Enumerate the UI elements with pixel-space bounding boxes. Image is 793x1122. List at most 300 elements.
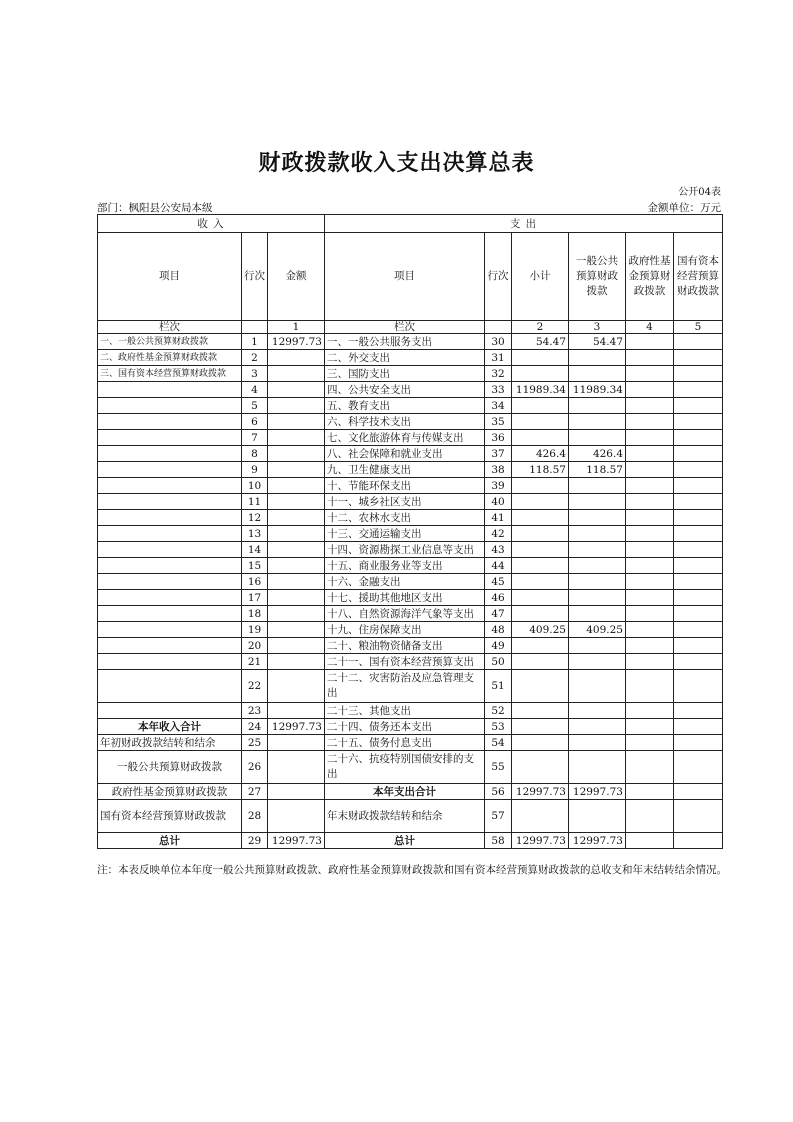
table-row — [98, 558, 723, 574]
income-line: 16 — [242, 574, 268, 590]
expense-line: 53 — [485, 719, 512, 735]
expense-state — [674, 526, 723, 542]
expense-state — [674, 462, 723, 478]
expense-item: 三、国防支出 — [325, 366, 485, 382]
expense-item: 十九、住房保障支出 — [325, 622, 485, 638]
income-item — [98, 462, 242, 478]
income-line: 12 — [242, 510, 268, 526]
expense-item: 八、社会保障和就业支出 — [325, 446, 485, 462]
income-amount — [268, 751, 325, 784]
expense-item: 九、卫生健康支出 — [325, 462, 485, 478]
income-item — [98, 478, 242, 494]
expense-state — [674, 751, 723, 784]
income-amount — [268, 446, 325, 462]
income-line: 21 — [242, 654, 268, 670]
expense-state — [674, 606, 723, 622]
expense-line: 58 — [485, 833, 512, 849]
income-line: 18 — [242, 606, 268, 622]
expense-item: 总计 — [325, 833, 485, 849]
expense-fund — [626, 414, 674, 430]
col-header-general: 一般公共预算财政拨款 — [569, 233, 626, 321]
expense-line: 40 — [485, 494, 512, 510]
expense-line: 52 — [485, 703, 512, 719]
table-row — [98, 800, 723, 833]
expense-subtotal — [512, 719, 569, 735]
expense-item: 十、节能环保支出 — [325, 478, 485, 494]
income-item: 一般公共预算财政拨款 — [98, 751, 242, 784]
expense-line: 31 — [485, 350, 512, 366]
expense-line: 51 — [485, 670, 512, 703]
table-row — [98, 382, 723, 398]
expense-fund — [626, 350, 674, 366]
expense-subtotal — [512, 430, 569, 446]
table-row — [98, 494, 723, 510]
income-amount — [268, 494, 325, 510]
expense-state — [674, 654, 723, 670]
income-line: 2 — [242, 350, 268, 366]
expense-general — [569, 430, 626, 446]
expense-general — [569, 703, 626, 719]
expense-item: 十七、援助其他地区支出 — [325, 590, 485, 606]
income-line: 6 — [242, 414, 268, 430]
income-item: 政府性基金预算财政拨款 — [98, 784, 242, 800]
expense-state — [674, 382, 723, 398]
expense-fund — [626, 606, 674, 622]
expense-general: 54.47 — [569, 334, 626, 350]
expense-fund — [626, 398, 674, 414]
expense-fund — [626, 719, 674, 735]
table-row — [98, 654, 723, 670]
expense-subtotal — [512, 670, 569, 703]
expense-line: 30 — [485, 334, 512, 350]
expense-line: 46 — [485, 590, 512, 606]
expense-state — [674, 430, 723, 446]
expense-state — [674, 350, 723, 366]
income-line: 1 — [242, 334, 268, 350]
expense-general — [569, 398, 626, 414]
expense-subtotal — [512, 735, 569, 751]
department-label: 部门：枫阳县公安局本级 — [97, 202, 213, 214]
expense-item: 二十四、债务还本支出 — [325, 719, 485, 735]
expense-item: 七、文化旅游体育与传媒支出 — [325, 430, 485, 446]
income-amount — [268, 703, 325, 719]
expense-fund — [626, 654, 674, 670]
header-row-sections — [98, 215, 723, 233]
expense-subtotal: 118.57 — [512, 462, 569, 478]
expense-line: 37 — [485, 446, 512, 462]
expense-fund — [626, 784, 674, 800]
income-amount — [268, 382, 325, 398]
expense-subtotal — [512, 494, 569, 510]
income-amount — [268, 542, 325, 558]
income-item — [98, 638, 242, 654]
income-amount — [268, 350, 325, 366]
income-amount — [268, 622, 325, 638]
income-amount — [268, 654, 325, 670]
expense-line: 33 — [485, 382, 512, 398]
income-item — [98, 622, 242, 638]
expense-state — [674, 670, 723, 703]
col-header-line: 行次 — [242, 233, 268, 321]
expense-item: 十四、资源勘探工业信息等支出 — [325, 542, 485, 558]
expense-subtotal — [512, 510, 569, 526]
col-header-fund: 政府性基金预算财政拨款 — [626, 233, 674, 321]
table-row — [98, 735, 723, 751]
expense-subtotal: 12997.73 — [512, 784, 569, 800]
income-line: 23 — [242, 703, 268, 719]
expense-state — [674, 638, 723, 654]
col-num-3: 3 — [569, 321, 626, 334]
income-amount — [268, 606, 325, 622]
col-num-blank-2 — [485, 321, 512, 334]
expense-item: 十一、城乡社区支出 — [325, 494, 485, 510]
expense-fund — [626, 751, 674, 784]
expense-general: 12997.73 — [569, 784, 626, 800]
income-item — [98, 606, 242, 622]
expense-item: 二、外交支出 — [325, 350, 485, 366]
col-header-line2: 行次 — [485, 233, 512, 321]
income-line: 8 — [242, 446, 268, 462]
table-row — [98, 526, 723, 542]
col-header-item2: 项目 — [325, 233, 485, 321]
budget-table — [97, 214, 723, 849]
expense-fund — [626, 670, 674, 703]
income-line: 29 — [242, 833, 268, 849]
income-amount — [268, 510, 325, 526]
expense-state — [674, 719, 723, 735]
expense-line: 56 — [485, 784, 512, 800]
income-item — [98, 574, 242, 590]
expense-fund — [626, 558, 674, 574]
expense-subtotal — [512, 366, 569, 382]
expense-fund — [626, 703, 674, 719]
income-line: 20 — [242, 638, 268, 654]
income-amount — [268, 735, 325, 751]
income-line: 22 — [242, 670, 268, 703]
expense-general — [569, 606, 626, 622]
expense-fund — [626, 590, 674, 606]
income-item — [98, 446, 242, 462]
income-amount — [268, 670, 325, 703]
expense-item: 年末财政拨款结转和结余 — [325, 800, 485, 833]
income-item — [98, 558, 242, 574]
income-line: 7 — [242, 430, 268, 446]
expense-general — [569, 735, 626, 751]
expense-line: 42 — [485, 526, 512, 542]
expense-general — [569, 638, 626, 654]
expense-fund — [626, 478, 674, 494]
income-line: 19 — [242, 622, 268, 638]
expense-general — [569, 654, 626, 670]
expense-subtotal — [512, 350, 569, 366]
income-item — [98, 494, 242, 510]
expense-line: 54 — [485, 735, 512, 751]
income-item — [98, 526, 242, 542]
expense-line: 41 — [485, 510, 512, 526]
expense-fund — [626, 735, 674, 751]
expense-state — [674, 446, 723, 462]
col-header-state: 国有资本经营预算财政拨款 — [674, 233, 723, 321]
income-amount — [268, 478, 325, 494]
expense-line: 57 — [485, 800, 512, 833]
expense-subtotal: 426.4 — [512, 446, 569, 462]
table-row — [98, 751, 723, 784]
table-row — [98, 398, 723, 414]
expense-general — [569, 590, 626, 606]
expense-general — [569, 526, 626, 542]
table-row — [98, 784, 723, 800]
expense-general — [569, 800, 626, 833]
expense-line: 32 — [485, 366, 512, 382]
col-num-4: 4 — [626, 321, 674, 334]
col-header-item: 项目 — [98, 233, 242, 321]
table-row — [98, 622, 723, 638]
expense-line: 47 — [485, 606, 512, 622]
table-row — [98, 414, 723, 430]
expense-subtotal: 54.47 — [512, 334, 569, 350]
expense-subtotal — [512, 638, 569, 654]
income-header: 收 入 — [98, 215, 325, 233]
expense-general — [569, 494, 626, 510]
expense-general: 426.4 — [569, 446, 626, 462]
col-num-2: 2 — [512, 321, 569, 334]
expense-state — [674, 558, 723, 574]
income-item: 总计 — [98, 833, 242, 849]
income-item — [98, 414, 242, 430]
income-item — [98, 542, 242, 558]
income-amount: 12997.73 — [268, 833, 325, 849]
table-row — [98, 590, 723, 606]
expense-fund — [626, 526, 674, 542]
expense-state — [674, 574, 723, 590]
income-amount — [268, 430, 325, 446]
expense-line: 38 — [485, 462, 512, 478]
expense-fund — [626, 366, 674, 382]
page-title: 财政拨款收入支出决算总表 — [258, 150, 535, 176]
expense-general — [569, 366, 626, 382]
expense-item: 六、科学技术支出 — [325, 414, 485, 430]
expense-item: 本年支出合计 — [325, 784, 485, 800]
table-row — [98, 366, 723, 382]
income-amount — [268, 366, 325, 382]
expense-header: 支 出 — [325, 215, 723, 233]
expense-general: 11989.34 — [569, 382, 626, 398]
income-item — [98, 590, 242, 606]
table-row — [98, 670, 723, 703]
expense-state — [674, 542, 723, 558]
table-row — [98, 350, 723, 366]
expense-general — [569, 670, 626, 703]
expense-item: 二十五、债务付息支出 — [325, 735, 485, 751]
expense-subtotal: 409.25 — [512, 622, 569, 638]
expense-item: 二十、粮油物资储备支出 — [325, 638, 485, 654]
income-amount — [268, 414, 325, 430]
table-row — [98, 638, 723, 654]
expense-subtotal — [512, 654, 569, 670]
expense-general: 409.25 — [569, 622, 626, 638]
income-amount — [268, 462, 325, 478]
income-line: 10 — [242, 478, 268, 494]
income-amount — [268, 590, 325, 606]
table-row — [98, 542, 723, 558]
table-row — [98, 574, 723, 590]
expense-line: 39 — [485, 478, 512, 494]
col-header-subtotal: 小计 — [512, 233, 569, 321]
col-num-blank — [242, 321, 268, 334]
expense-general — [569, 478, 626, 494]
expense-subtotal — [512, 751, 569, 784]
unit-label: 金额单位：万元 — [647, 202, 721, 214]
table-row — [98, 510, 723, 526]
expense-state — [674, 366, 723, 382]
expense-fund — [626, 638, 674, 654]
income-amount — [268, 526, 325, 542]
table-row — [98, 462, 723, 478]
table-row — [98, 833, 723, 849]
expense-item: 二十三、其他支出 — [325, 703, 485, 719]
expense-fund — [626, 446, 674, 462]
income-line: 27 — [242, 784, 268, 800]
expense-general — [569, 558, 626, 574]
expense-subtotal — [512, 574, 569, 590]
expense-line: 34 — [485, 398, 512, 414]
expense-subtotal: 12997.73 — [512, 833, 569, 849]
expense-state — [674, 494, 723, 510]
income-item: 一、一般公共预算财政拨款 — [98, 334, 242, 350]
expense-line: 55 — [485, 751, 512, 784]
income-item: 二、政府性基金预算财政拨款 — [98, 350, 242, 366]
col-label: 栏次 — [98, 321, 242, 334]
expense-subtotal — [512, 526, 569, 542]
expense-line: 49 — [485, 638, 512, 654]
expense-general — [569, 751, 626, 784]
expense-state — [674, 800, 723, 833]
expense-subtotal — [512, 558, 569, 574]
income-amount — [268, 784, 325, 800]
footnote: 注：本表反映单位本年度一般公共预算财政拨款、政府性基金预算财政拨款和国有资本经营预算财政拨款的总收支和年末结转结余情况。 — [97, 864, 727, 876]
income-item — [98, 654, 242, 670]
expense-general: 12997.73 — [569, 833, 626, 849]
expense-subtotal — [512, 414, 569, 430]
table-row — [98, 446, 723, 462]
expense-state — [674, 622, 723, 638]
expense-fund — [626, 462, 674, 478]
expense-fund — [626, 510, 674, 526]
expense-state — [674, 334, 723, 350]
expense-item: 一、一般公共服务支出 — [325, 334, 485, 350]
income-line: 24 — [242, 719, 268, 735]
header-row-columns — [98, 233, 723, 321]
col-num-1: 1 — [268, 321, 325, 334]
expense-subtotal — [512, 703, 569, 719]
income-item — [98, 398, 242, 414]
col-num-5: 5 — [674, 321, 723, 334]
col-header-amount: 金额 — [268, 233, 325, 321]
expense-state — [674, 735, 723, 751]
expense-general — [569, 350, 626, 366]
table-row — [98, 334, 723, 350]
expense-fund — [626, 382, 674, 398]
income-line: 5 — [242, 398, 268, 414]
income-item: 本年收入合计 — [98, 719, 242, 735]
expense-state — [674, 478, 723, 494]
expense-subtotal — [512, 398, 569, 414]
income-line: 11 — [242, 494, 268, 510]
expense-subtotal — [512, 478, 569, 494]
expense-item: 四、公共安全支出 — [325, 382, 485, 398]
table-row — [98, 703, 723, 719]
expense-general — [569, 414, 626, 430]
income-amount — [268, 638, 325, 654]
expense-item: 十六、金融支出 — [325, 574, 485, 590]
expense-subtotal — [512, 590, 569, 606]
income-amount — [268, 800, 325, 833]
expense-item: 十八、自然资源海洋气象等支出 — [325, 606, 485, 622]
expense-state — [674, 590, 723, 606]
expense-line: 45 — [485, 574, 512, 590]
expense-line: 43 — [485, 542, 512, 558]
income-line: 4 — [242, 382, 268, 398]
form-number: 公开04表 — [678, 187, 721, 198]
income-amount: 12997.73 — [268, 719, 325, 735]
expense-fund — [626, 334, 674, 350]
expense-general — [569, 719, 626, 735]
income-line: 3 — [242, 366, 268, 382]
income-line: 14 — [242, 542, 268, 558]
expense-general — [569, 574, 626, 590]
expense-state — [674, 414, 723, 430]
expense-item: 十二、农林水支出 — [325, 510, 485, 526]
table-row — [98, 430, 723, 446]
expense-state — [674, 784, 723, 800]
expense-fund — [626, 542, 674, 558]
expense-state — [674, 398, 723, 414]
expense-line: 50 — [485, 654, 512, 670]
expense-state — [674, 510, 723, 526]
expense-item: 十五、商业服务业等支出 — [325, 558, 485, 574]
expense-general: 118.57 — [569, 462, 626, 478]
income-line: 28 — [242, 800, 268, 833]
expense-item: 二十六、抗疫特别国债安排的支出 — [325, 751, 485, 784]
expense-subtotal — [512, 542, 569, 558]
expense-fund — [626, 800, 674, 833]
income-item: 国有资本经营预算财政拨款 — [98, 800, 242, 833]
header-row-numbers — [98, 321, 723, 334]
income-line: 9 — [242, 462, 268, 478]
expense-item: 二十二、灾害防治及应急管理支出 — [325, 670, 485, 703]
expense-fund — [626, 622, 674, 638]
expense-subtotal — [512, 800, 569, 833]
expense-line: 36 — [485, 430, 512, 446]
expense-subtotal — [512, 606, 569, 622]
expense-fund — [626, 574, 674, 590]
expense-fund — [626, 833, 674, 849]
income-item — [98, 510, 242, 526]
expense-state — [674, 833, 723, 849]
expense-subtotal: 11989.34 — [512, 382, 569, 398]
expense-fund — [626, 430, 674, 446]
income-line: 25 — [242, 735, 268, 751]
expense-general — [569, 510, 626, 526]
income-amount — [268, 398, 325, 414]
income-line: 26 — [242, 751, 268, 784]
expense-fund — [626, 494, 674, 510]
table-row — [98, 719, 723, 735]
expense-item: 五、教育支出 — [325, 398, 485, 414]
income-amount: 12997.73 — [268, 334, 325, 350]
expense-general — [569, 542, 626, 558]
income-line: 13 — [242, 526, 268, 542]
